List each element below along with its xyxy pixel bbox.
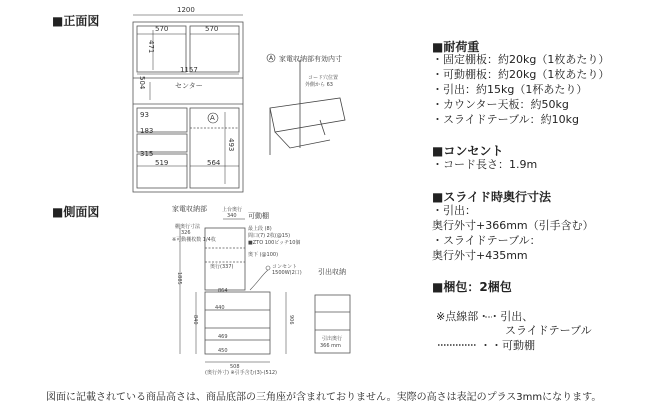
- center-label: センター: [175, 82, 203, 90]
- slide-item: 奥行外寸+435mm: [432, 249, 528, 262]
- dim-upper-height: 504: [138, 76, 146, 90]
- slide-depth-list: [432, 203, 594, 263]
- front-view-heading: ■正面図: [52, 14, 100, 28]
- load-item: ・スライドテーブル：約10kg: [432, 113, 580, 126]
- load-capacity-title: ■耐荷重: [432, 40, 480, 54]
- footer-note: 図面に記載されている商品高さは、商品底部の三角座が含まれておりません。実際の高さは表記のプラス3mmになります。: [46, 392, 602, 403]
- drawer-inner-label: 引出奥行: [322, 336, 343, 342]
- side-note: (奥行外寸) ※引手含む(3)-(512): [205, 370, 278, 376]
- cord-hole-label: コード穴位置: [308, 75, 339, 81]
- slide-depth-title: ■スライド時奥行寸法: [432, 190, 551, 204]
- top-depth-value: 340: [227, 213, 237, 219]
- cord-hole-size: 外側から 63: [305, 82, 333, 88]
- inner-depth-value: 326: [181, 230, 191, 236]
- legend-dotted-note: ※点線部・・引出、: [436, 310, 534, 323]
- slide-item: ・スライドテーブル：: [432, 234, 541, 247]
- load-capacity-list: [432, 52, 609, 127]
- load-item: ・カウンター天板：約50kg: [432, 98, 569, 111]
- outlet-title: ■コンセント: [432, 144, 504, 158]
- side-lower: [205, 292, 270, 354]
- outlet-capacity: 1500W(2口): [272, 270, 302, 276]
- load-item: ・固定棚板：約20kg（1枚あたり）: [432, 53, 610, 66]
- dim-864: 864: [218, 288, 228, 294]
- appliance-storage-label: 家電収納部: [172, 205, 207, 213]
- dim-upper-door: 471: [147, 40, 155, 54]
- dim-183: 183: [140, 127, 154, 135]
- side-view-heading: ■側面図: [52, 205, 100, 219]
- dim-564: 564: [207, 159, 221, 167]
- detail-a-title: 家電収納部有効内寸: [279, 55, 342, 63]
- dim-508: 508: [230, 364, 240, 370]
- load-item: ・引出：約15kg（1杯あたり）: [432, 83, 588, 96]
- dim-inner-width: 1157: [180, 66, 198, 74]
- dim-width-total: 1200: [177, 6, 195, 14]
- dim-840: 840: [192, 315, 198, 325]
- dim-519: 519: [155, 159, 169, 167]
- inner-depth-label: 棚奥行寸法: [175, 224, 201, 230]
- shelf-count: ※可動棚枚数 1/4枚: [172, 237, 216, 243]
- drawer-storage-title: 引出収納: [318, 268, 346, 276]
- dim-469: 469: [218, 334, 228, 340]
- dim-450: 450: [218, 348, 228, 354]
- dim-upper-left: 570: [155, 25, 169, 33]
- load-item: ・可動棚板：約20kg（1枚あたり）: [432, 68, 610, 81]
- shelf-upper: 最上段 (8): [248, 226, 272, 232]
- slide-item: ・引出：: [432, 204, 476, 217]
- movable-shelf-label: 可動棚: [248, 212, 269, 220]
- shelf-ezto: ■ZTO 100ピッチ10個: [248, 240, 301, 246]
- dim-1885: 1885: [176, 272, 182, 285]
- legend-dotted-note2: スライドテーブル: [505, 324, 592, 337]
- dim-315: 315: [140, 150, 154, 158]
- drawer-inner-value: 366 mm: [320, 343, 341, 349]
- dim-493: 493: [227, 138, 235, 152]
- dim-93: 93: [140, 111, 149, 119]
- detail-a-circle: A: [269, 55, 274, 62]
- shelf-mid: 間口(7) 2枚(@15): [248, 233, 291, 239]
- shelf-lower: 奥下 (@100): [248, 252, 279, 258]
- inner-337: 奥行(337): [210, 264, 234, 270]
- circle-a-front: A: [210, 114, 215, 122]
- dim-906: 906: [288, 315, 294, 325]
- outlet-item: ・コード長さ：1.9m: [432, 158, 538, 171]
- packaging-title: ■梱包：2梱包: [432, 280, 512, 294]
- legend-shelf: ・・可動棚: [480, 339, 535, 352]
- top-depth-label: 上台奥行: [222, 207, 243, 213]
- outlet-label: コンセント: [272, 264, 298, 270]
- dim-440: 440: [215, 305, 225, 311]
- slide-item: 奥行外寸+366mm（引手含む）: [432, 219, 594, 232]
- dim-upper-right: 570: [205, 25, 219, 33]
